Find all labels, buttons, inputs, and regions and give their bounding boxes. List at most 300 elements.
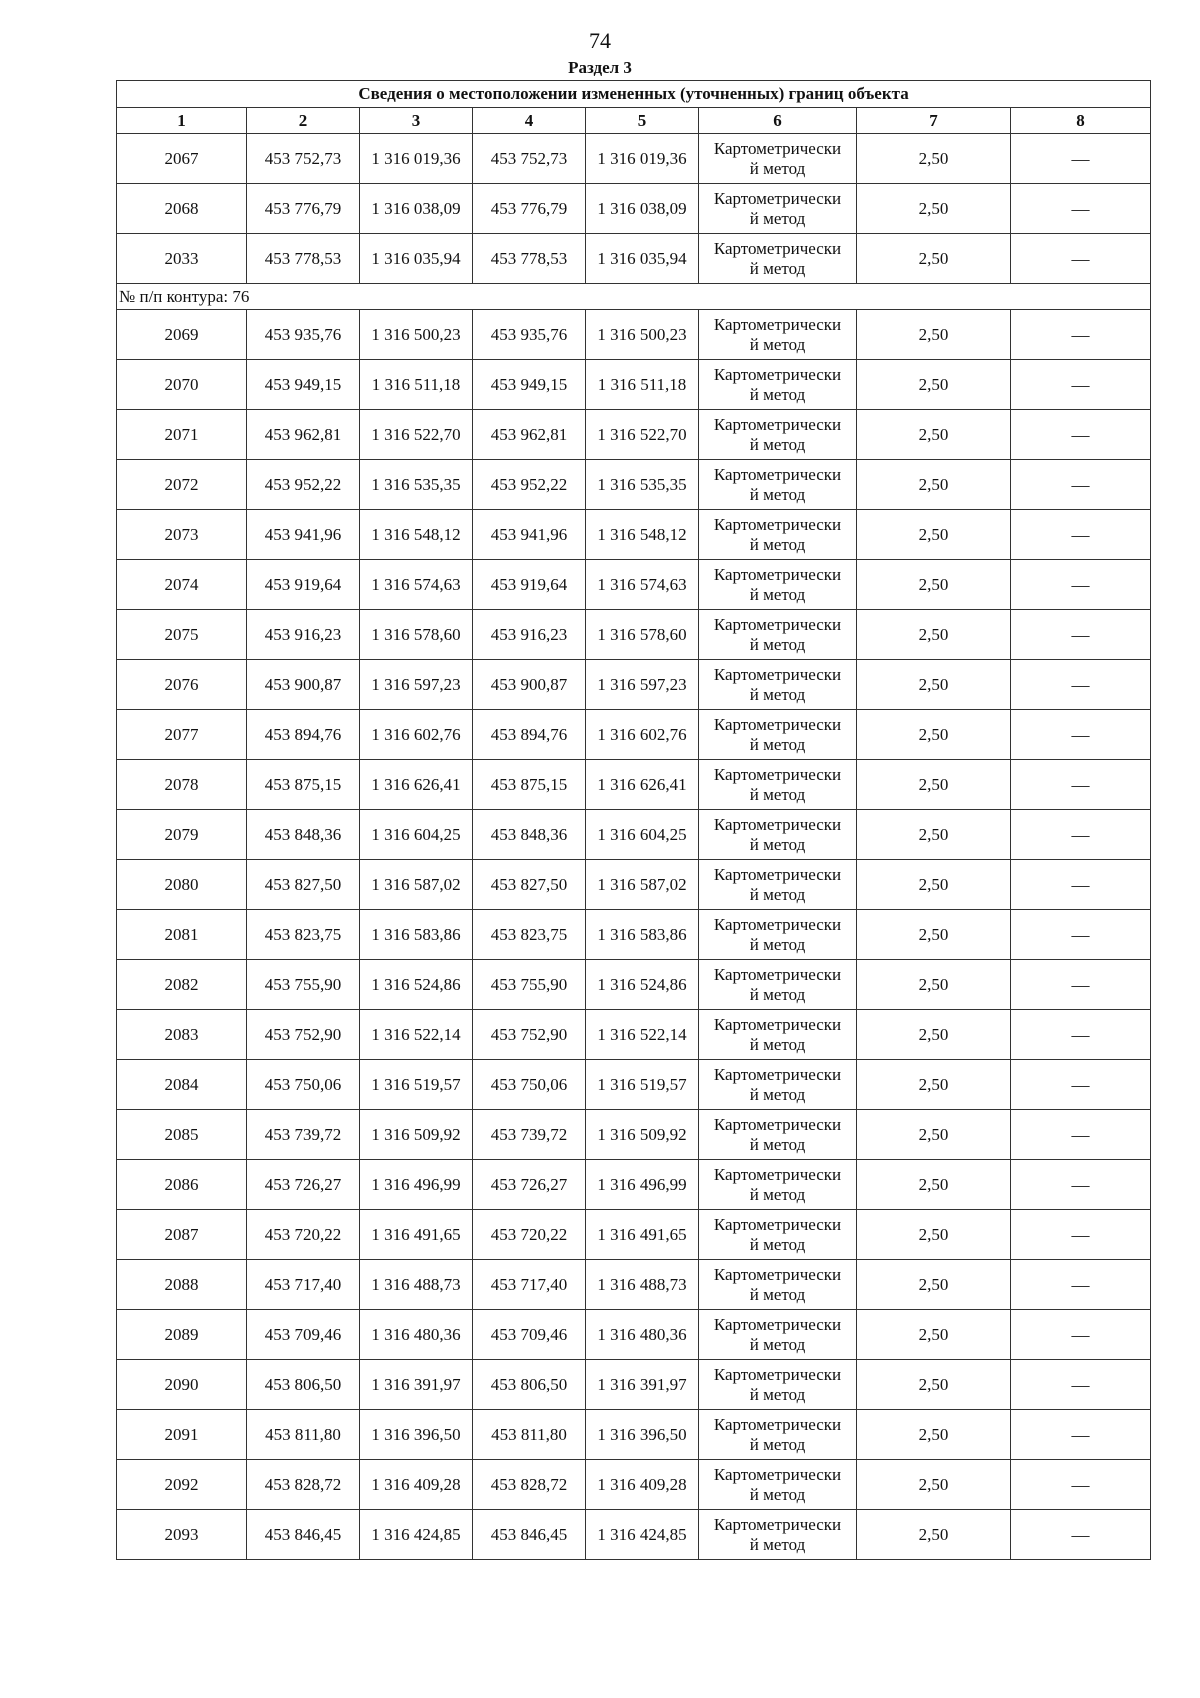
- x-new-cell: 453 952,22: [473, 460, 586, 510]
- y-old-cell: 1 316 488,73: [360, 1260, 473, 1310]
- method-line-2: й метод: [749, 334, 806, 354]
- note-cell: —: [1011, 1510, 1151, 1560]
- accuracy-cell: 2,50: [857, 360, 1011, 410]
- method-line-2: й метод: [749, 934, 806, 954]
- x-new-cell: 453 916,23: [473, 610, 586, 660]
- method-line-2: й метод: [749, 634, 806, 654]
- x-old-cell: 453 776,79: [247, 184, 360, 234]
- y-old-cell: 1 316 524,86: [360, 960, 473, 1010]
- table-row: [117, 360, 1151, 410]
- y-old-cell: 1 316 522,14: [360, 1010, 473, 1060]
- y-old-cell: 1 316 424,85: [360, 1510, 473, 1560]
- y-new-cell: 1 316 626,41: [586, 760, 699, 810]
- method-line-2: й метод: [749, 684, 806, 704]
- column-header: 6: [699, 108, 857, 134]
- table-row: [117, 1460, 1151, 1510]
- y-new-cell: 1 316 491,65: [586, 1210, 699, 1260]
- point-number-cell: 2072: [117, 460, 247, 510]
- column-header: 3: [360, 108, 473, 134]
- y-old-cell: 1 316 519,57: [360, 1060, 473, 1110]
- accuracy-cell: 2,50: [857, 660, 1011, 710]
- method-cell: [699, 910, 857, 960]
- y-new-cell: 1 316 409,28: [586, 1460, 699, 1510]
- method-line-1: Картометрически: [713, 188, 842, 208]
- y-new-cell: 1 316 524,86: [586, 960, 699, 1010]
- x-new-cell: 453 941,96: [473, 510, 586, 560]
- contour-row: [117, 284, 1151, 310]
- point-number-cell: 2077: [117, 710, 247, 760]
- x-new-cell: 453 752,90: [473, 1010, 586, 1060]
- point-number-cell: 2085: [117, 1110, 247, 1160]
- note-cell: —: [1011, 1360, 1151, 1410]
- x-new-cell: 453 823,75: [473, 910, 586, 960]
- note-cell: —: [1011, 410, 1151, 460]
- y-new-cell: 1 316 396,50: [586, 1410, 699, 1460]
- note-cell: —: [1011, 910, 1151, 960]
- x-old-cell: 453 717,40: [247, 1260, 360, 1310]
- method-line-1: Картометрически: [713, 764, 842, 784]
- note-cell: —: [1011, 1460, 1151, 1510]
- accuracy-cell: 2,50: [857, 1210, 1011, 1260]
- point-number-cell: 2075: [117, 610, 247, 660]
- x-old-cell: 453 755,90: [247, 960, 360, 1010]
- method-cell: [699, 1110, 857, 1160]
- accuracy-cell: 2,50: [857, 1160, 1011, 1210]
- x-new-cell: 453 717,40: [473, 1260, 586, 1310]
- x-new-cell: 453 846,45: [473, 1510, 586, 1560]
- column-header: 7: [857, 108, 1011, 134]
- method-line-2: й метод: [749, 1084, 806, 1104]
- x-old-cell: 453 811,80: [247, 1410, 360, 1460]
- table-row: [117, 510, 1151, 560]
- column-header: 1: [117, 108, 247, 134]
- y-old-cell: 1 316 019,36: [360, 134, 473, 184]
- accuracy-cell: 2,50: [857, 1360, 1011, 1410]
- table-row: [117, 760, 1151, 810]
- y-new-cell: 1 316 496,99: [586, 1160, 699, 1210]
- method-cell: [699, 860, 857, 910]
- y-new-cell: 1 316 509,92: [586, 1110, 699, 1160]
- method-cell: [699, 1360, 857, 1410]
- y-new-cell: 1 316 578,60: [586, 610, 699, 660]
- method-cell: [699, 560, 857, 610]
- method-line-1: Картометрически: [713, 864, 842, 884]
- point-number-cell: 2071: [117, 410, 247, 460]
- x-old-cell: 453 846,45: [247, 1510, 360, 1560]
- y-old-cell: 1 316 522,70: [360, 410, 473, 460]
- accuracy-cell: 2,50: [857, 310, 1011, 360]
- table-row: [117, 1110, 1151, 1160]
- method-line-1: Картометрически: [713, 814, 842, 834]
- y-new-cell: 1 316 602,76: [586, 710, 699, 760]
- table-row: [117, 710, 1151, 760]
- point-number-cell: 2088: [117, 1260, 247, 1310]
- y-new-cell: 1 316 488,73: [586, 1260, 699, 1310]
- coordinates-table: [116, 80, 1151, 1560]
- note-cell: —: [1011, 1260, 1151, 1310]
- table-row: [117, 960, 1151, 1010]
- table-row: [117, 610, 1151, 660]
- method-line-2: й метод: [749, 1134, 806, 1154]
- accuracy-cell: 2,50: [857, 1010, 1011, 1060]
- method-line-2: й метод: [749, 1434, 806, 1454]
- x-old-cell: 453 962,81: [247, 410, 360, 460]
- accuracy-cell: 2,50: [857, 1510, 1011, 1560]
- point-number-cell: 2079: [117, 810, 247, 860]
- x-new-cell: 453 875,15: [473, 760, 586, 810]
- point-number-cell: 2083: [117, 1010, 247, 1060]
- method-cell: [699, 1010, 857, 1060]
- note-cell: —: [1011, 810, 1151, 860]
- note-cell: —: [1011, 960, 1151, 1010]
- method-line-2: й метод: [749, 884, 806, 904]
- note-cell: —: [1011, 660, 1151, 710]
- method-cell: [699, 510, 857, 560]
- page-number: 74: [589, 28, 611, 53]
- accuracy-cell: 2,50: [857, 184, 1011, 234]
- table-row: [117, 410, 1151, 460]
- method-line-2: й метод: [749, 434, 806, 454]
- y-old-cell: 1 316 391,97: [360, 1360, 473, 1410]
- method-line-1: Картометрически: [713, 1464, 842, 1484]
- accuracy-cell: 2,50: [857, 560, 1011, 610]
- point-number-cell: 2070: [117, 360, 247, 410]
- method-line-1: Картометрически: [713, 1514, 842, 1534]
- method-line-1: Картометрически: [713, 1364, 842, 1384]
- method-cell: [699, 960, 857, 1010]
- table-row: [117, 1510, 1151, 1560]
- table-row: [117, 660, 1151, 710]
- table-row: [117, 1310, 1151, 1360]
- note-cell: —: [1011, 134, 1151, 184]
- y-old-cell: 1 316 587,02: [360, 860, 473, 910]
- y-new-cell: 1 316 597,23: [586, 660, 699, 710]
- y-new-cell: 1 316 038,09: [586, 184, 699, 234]
- y-old-cell: 1 316 500,23: [360, 310, 473, 360]
- y-old-cell: 1 316 604,25: [360, 810, 473, 860]
- method-cell: [699, 1060, 857, 1110]
- x-old-cell: 453 941,96: [247, 510, 360, 560]
- section-title: Раздел 3: [568, 58, 632, 77]
- y-new-cell: 1 316 480,36: [586, 1310, 699, 1360]
- column-header: 2: [247, 108, 360, 134]
- column-header: 4: [473, 108, 586, 134]
- note-cell: —: [1011, 610, 1151, 660]
- note-cell: —: [1011, 1060, 1151, 1110]
- y-old-cell: 1 316 409,28: [360, 1460, 473, 1510]
- y-new-cell: 1 316 604,25: [586, 810, 699, 860]
- method-line-1: Картометрически: [713, 614, 842, 634]
- accuracy-cell: 2,50: [857, 510, 1011, 560]
- x-new-cell: 453 776,79: [473, 184, 586, 234]
- note-cell: —: [1011, 560, 1151, 610]
- method-line-1: Картометрически: [713, 1164, 842, 1184]
- accuracy-cell: 2,50: [857, 1110, 1011, 1160]
- table-row: [117, 910, 1151, 960]
- method-line-2: й метод: [749, 1334, 806, 1354]
- accuracy-cell: 2,50: [857, 910, 1011, 960]
- point-number-cell: 2082: [117, 960, 247, 1010]
- method-line-1: Картометрически: [713, 464, 842, 484]
- note-cell: —: [1011, 760, 1151, 810]
- method-cell: [699, 360, 857, 410]
- x-old-cell: 453 709,46: [247, 1310, 360, 1360]
- method-line-2: й метод: [749, 1284, 806, 1304]
- point-number-cell: 2089: [117, 1310, 247, 1360]
- y-old-cell: 1 316 396,50: [360, 1410, 473, 1460]
- column-header: 5: [586, 108, 699, 134]
- x-old-cell: 453 919,64: [247, 560, 360, 610]
- method-line-1: Картометрически: [713, 1114, 842, 1134]
- method-cell: [699, 310, 857, 360]
- point-number-cell: 2086: [117, 1160, 247, 1210]
- accuracy-cell: 2,50: [857, 1260, 1011, 1310]
- y-new-cell: 1 316 587,02: [586, 860, 699, 910]
- y-new-cell: 1 316 424,85: [586, 1510, 699, 1560]
- table-row: [117, 560, 1151, 610]
- y-new-cell: 1 316 511,18: [586, 360, 699, 410]
- x-old-cell: 453 752,90: [247, 1010, 360, 1060]
- table-row: [117, 860, 1151, 910]
- table-row: [117, 134, 1151, 184]
- method-line-1: Картометрически: [713, 564, 842, 584]
- y-new-cell: 1 316 522,70: [586, 410, 699, 460]
- x-new-cell: 453 811,80: [473, 1410, 586, 1460]
- method-line-2: й метод: [749, 258, 806, 278]
- method-line-1: Картометрически: [713, 364, 842, 384]
- point-number-cell: 2078: [117, 760, 247, 810]
- y-old-cell: 1 316 035,94: [360, 234, 473, 284]
- note-cell: —: [1011, 1310, 1151, 1360]
- accuracy-cell: 2,50: [857, 610, 1011, 660]
- table-row: [117, 1160, 1151, 1210]
- note-cell: —: [1011, 860, 1151, 910]
- point-number-cell: 2091: [117, 1410, 247, 1460]
- point-number-cell: 2068: [117, 184, 247, 234]
- method-line-1: Картометрически: [713, 1414, 842, 1434]
- method-line-2: й метод: [749, 734, 806, 754]
- method-line-2: й метод: [749, 384, 806, 404]
- method-line-2: й метод: [749, 584, 806, 604]
- method-line-1: Картометрически: [713, 714, 842, 734]
- table-row: [117, 310, 1151, 360]
- accuracy-cell: 2,50: [857, 1460, 1011, 1510]
- y-new-cell: 1 316 519,57: [586, 1060, 699, 1110]
- method-line-2: й метод: [749, 534, 806, 554]
- x-new-cell: 453 949,15: [473, 360, 586, 410]
- method-line-2: й метод: [749, 1484, 806, 1504]
- x-old-cell: 453 848,36: [247, 810, 360, 860]
- point-number-cell: 2093: [117, 1510, 247, 1560]
- method-line-2: й метод: [749, 834, 806, 854]
- y-old-cell: 1 316 511,18: [360, 360, 473, 410]
- method-cell: [699, 1410, 857, 1460]
- method-line-1: Картометрически: [713, 1014, 842, 1034]
- x-new-cell: 453 720,22: [473, 1210, 586, 1260]
- y-old-cell: 1 316 574,63: [360, 560, 473, 610]
- method-cell: [699, 410, 857, 460]
- method-line-2: й метод: [749, 1034, 806, 1054]
- x-old-cell: 453 739,72: [247, 1110, 360, 1160]
- point-number-cell: 2087: [117, 1210, 247, 1260]
- x-old-cell: 453 823,75: [247, 910, 360, 960]
- method-line-1: Картометрически: [713, 1064, 842, 1084]
- x-old-cell: 453 875,15: [247, 760, 360, 810]
- point-number-cell: 2069: [117, 310, 247, 360]
- x-new-cell: 453 935,76: [473, 310, 586, 360]
- y-old-cell: 1 316 602,76: [360, 710, 473, 760]
- method-line-2: й метод: [749, 1534, 806, 1554]
- x-new-cell: 453 827,50: [473, 860, 586, 910]
- method-cell: [699, 1260, 857, 1310]
- table-row: [117, 1210, 1151, 1260]
- x-old-cell: 453 827,50: [247, 860, 360, 910]
- x-old-cell: 453 952,22: [247, 460, 360, 510]
- y-new-cell: 1 316 391,97: [586, 1360, 699, 1410]
- accuracy-cell: 2,50: [857, 460, 1011, 510]
- x-new-cell: 453 778,53: [473, 234, 586, 284]
- x-new-cell: 453 752,73: [473, 134, 586, 184]
- y-new-cell: 1 316 548,12: [586, 510, 699, 560]
- column-header: 8: [1011, 108, 1151, 134]
- method-cell: [699, 760, 857, 810]
- y-new-cell: 1 316 035,94: [586, 234, 699, 284]
- method-line-1: Картометрически: [713, 964, 842, 984]
- method-line-1: Картометрически: [713, 914, 842, 934]
- y-new-cell: 1 316 535,35: [586, 460, 699, 510]
- note-cell: —: [1011, 360, 1151, 410]
- x-new-cell: 453 755,90: [473, 960, 586, 1010]
- method-cell: [699, 610, 857, 660]
- method-cell: [699, 134, 857, 184]
- method-cell: [699, 1310, 857, 1360]
- x-old-cell: 453 752,73: [247, 134, 360, 184]
- y-new-cell: 1 316 583,86: [586, 910, 699, 960]
- method-cell: [699, 660, 857, 710]
- column-header-row: [117, 108, 1151, 134]
- y-new-cell: 1 316 574,63: [586, 560, 699, 610]
- accuracy-cell: 2,50: [857, 710, 1011, 760]
- y-new-cell: 1 316 522,14: [586, 1010, 699, 1060]
- y-old-cell: 1 316 038,09: [360, 184, 473, 234]
- method-line-2: й метод: [749, 984, 806, 1004]
- y-old-cell: 1 316 491,65: [360, 1210, 473, 1260]
- method-line-2: й метод: [749, 784, 806, 804]
- y-old-cell: 1 316 496,99: [360, 1160, 473, 1210]
- note-cell: —: [1011, 310, 1151, 360]
- point-number-cell: 2084: [117, 1060, 247, 1110]
- method-cell: [699, 810, 857, 860]
- method-line-2: й метод: [749, 1184, 806, 1204]
- note-cell: —: [1011, 1010, 1151, 1060]
- note-cell: —: [1011, 1110, 1151, 1160]
- table-row: [117, 184, 1151, 234]
- note-cell: —: [1011, 510, 1151, 560]
- point-number-cell: 2074: [117, 560, 247, 610]
- note-cell: —: [1011, 710, 1151, 760]
- accuracy-cell: 2,50: [857, 860, 1011, 910]
- method-line-1: Картометрически: [713, 314, 842, 334]
- method-cell: [699, 234, 857, 284]
- contour-label: № п/п контура: 76: [117, 284, 1151, 310]
- y-old-cell: 1 316 597,23: [360, 660, 473, 710]
- x-new-cell: 453 739,72: [473, 1110, 586, 1160]
- x-old-cell: 453 935,76: [247, 310, 360, 360]
- table-row: [117, 1360, 1151, 1410]
- y-old-cell: 1 316 509,92: [360, 1110, 473, 1160]
- method-line-1: Картометрически: [713, 1264, 842, 1284]
- x-new-cell: 453 848,36: [473, 810, 586, 860]
- note-cell: —: [1011, 1210, 1151, 1260]
- accuracy-cell: 2,50: [857, 1310, 1011, 1360]
- note-cell: —: [1011, 234, 1151, 284]
- method-cell: [699, 1160, 857, 1210]
- note-cell: —: [1011, 1160, 1151, 1210]
- method-line-2: й метод: [749, 1384, 806, 1404]
- point-number-cell: 2073: [117, 510, 247, 560]
- method-line-1: Картометрически: [713, 414, 842, 434]
- x-old-cell: 453 720,22: [247, 1210, 360, 1260]
- accuracy-cell: 2,50: [857, 1410, 1011, 1460]
- y-new-cell: 1 316 019,36: [586, 134, 699, 184]
- method-line-2: й метод: [749, 208, 806, 228]
- point-number-cell: 2067: [117, 134, 247, 184]
- method-line-1: Картометрически: [713, 238, 842, 258]
- y-old-cell: 1 316 480,36: [360, 1310, 473, 1360]
- accuracy-cell: 2,50: [857, 234, 1011, 284]
- accuracy-cell: 2,50: [857, 410, 1011, 460]
- table-row: [117, 234, 1151, 284]
- table-row: [117, 1410, 1151, 1460]
- note-cell: —: [1011, 1410, 1151, 1460]
- x-new-cell: 453 726,27: [473, 1160, 586, 1210]
- method-line-1: Картометрически: [713, 1314, 842, 1334]
- point-number-cell: 2081: [117, 910, 247, 960]
- method-line-1: Картометрически: [713, 514, 842, 534]
- method-cell: [699, 710, 857, 760]
- y-old-cell: 1 316 583,86: [360, 910, 473, 960]
- x-new-cell: 453 806,50: [473, 1360, 586, 1410]
- x-old-cell: 453 778,53: [247, 234, 360, 284]
- table-title: Сведения о местоположении измененных (уточненных) границ объекта: [117, 81, 1151, 108]
- x-new-cell: 453 962,81: [473, 410, 586, 460]
- point-number-cell: 2076: [117, 660, 247, 710]
- method-line-1: Картометрически: [713, 138, 842, 158]
- table-title-row: [117, 81, 1151, 108]
- point-number-cell: 2033: [117, 234, 247, 284]
- x-new-cell: 453 900,87: [473, 660, 586, 710]
- note-cell: —: [1011, 184, 1151, 234]
- method-line-1: Картометрически: [713, 1214, 842, 1234]
- y-old-cell: 1 316 626,41: [360, 760, 473, 810]
- x-new-cell: 453 828,72: [473, 1460, 586, 1510]
- y-new-cell: 1 316 500,23: [586, 310, 699, 360]
- method-line-2: й метод: [749, 158, 806, 178]
- x-old-cell: 453 916,23: [247, 610, 360, 660]
- method-line-1: Картометрически: [713, 664, 842, 684]
- x-new-cell: 453 750,06: [473, 1060, 586, 1110]
- point-number-cell: 2090: [117, 1360, 247, 1410]
- accuracy-cell: 2,50: [857, 1060, 1011, 1110]
- accuracy-cell: 2,50: [857, 134, 1011, 184]
- point-number-cell: 2092: [117, 1460, 247, 1510]
- method-cell: [699, 1210, 857, 1260]
- x-old-cell: 453 828,72: [247, 1460, 360, 1510]
- table-row: [117, 460, 1151, 510]
- x-old-cell: 453 750,06: [247, 1060, 360, 1110]
- method-line-2: й метод: [749, 1234, 806, 1254]
- table-row: [117, 1060, 1151, 1110]
